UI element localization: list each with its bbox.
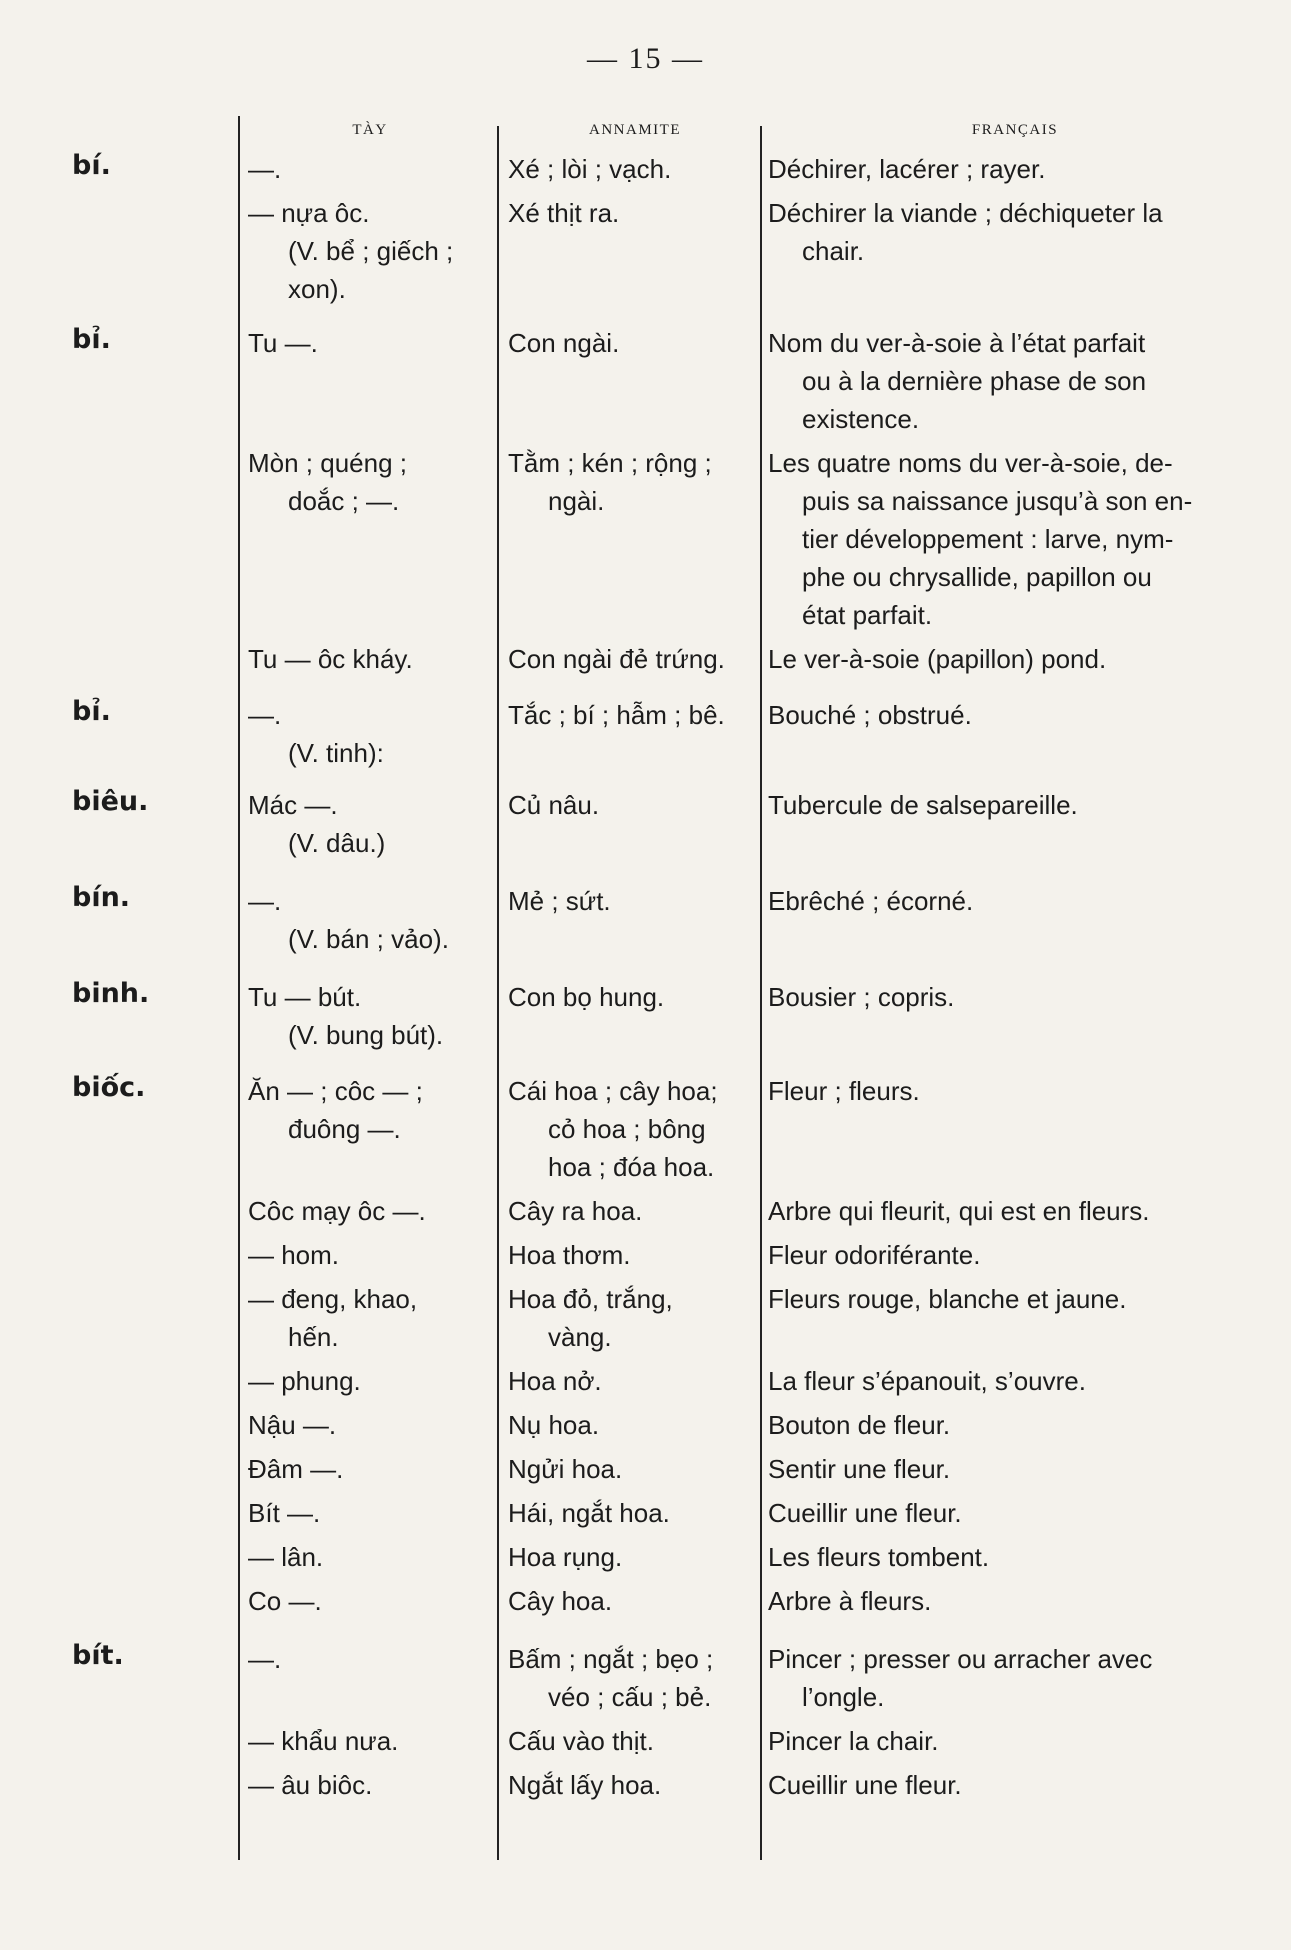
- text-line: Pincer ; presser ou arracher avec: [768, 1644, 1153, 1674]
- text-line: état parfait.: [802, 600, 933, 630]
- text-line: (V. bể ; giếch ;: [288, 236, 454, 266]
- text-line: Co —.: [248, 1586, 322, 1616]
- column-header-tay: TÀY: [352, 122, 388, 138]
- text-line: Củ nâu.: [508, 790, 600, 820]
- francais-cell: [768, 640, 1248, 678]
- tay-cell: [248, 1236, 493, 1274]
- text-line: —.: [248, 886, 282, 916]
- text-line: Bouché ; obstrué.: [768, 700, 972, 730]
- francais-cell: [768, 1362, 1248, 1400]
- annamite-cell: [508, 1722, 756, 1760]
- text-line: Xé thịt ra.: [508, 198, 620, 228]
- text-line: Hoa đỏ, trắng,: [508, 1284, 673, 1314]
- text-line: Arbre qui fleurit, qui est en fleurs.: [768, 1196, 1150, 1226]
- annamite-cell: [508, 1072, 756, 1186]
- text-line: Ebrêché ; écorné.: [768, 886, 974, 916]
- text-line: Tu —.: [248, 328, 318, 358]
- text-line: Mẻ ; sứt.: [508, 886, 611, 916]
- text-line: Tu — bút.: [248, 982, 362, 1012]
- entry-headword: biêu.: [72, 786, 149, 817]
- text-line: —.: [248, 1644, 282, 1674]
- text-line: đuông —.: [288, 1114, 401, 1144]
- annamite-cell: [508, 1582, 756, 1620]
- francais-cell: [768, 882, 1248, 920]
- text-line: Cấu vào thịt.: [508, 1726, 654, 1756]
- francais-cell: [768, 1766, 1248, 1804]
- francais-cell: [768, 1640, 1248, 1716]
- text-line: Nụ hoa.: [508, 1410, 600, 1440]
- text-line: Fleur ; fleurs.: [768, 1076, 920, 1106]
- francais-cell: [768, 324, 1248, 438]
- annamite-cell: [508, 1362, 756, 1400]
- tay-cell: [248, 786, 493, 862]
- text-line: Xé ; lòi ; vạch.: [508, 154, 672, 184]
- francais-cell: [768, 1192, 1248, 1230]
- text-line: Côc mạy ôc —.: [248, 1196, 426, 1226]
- francais-cell: [768, 696, 1248, 734]
- text-line: hoa ; đóa hoa.: [548, 1152, 715, 1182]
- text-line: Bấm ; ngắt ; bẹo ;: [508, 1644, 714, 1674]
- text-line: Cây ra hoa.: [508, 1196, 643, 1226]
- text-line: Mòn ; quéng ;: [248, 448, 407, 478]
- tay-cell: [248, 1280, 493, 1356]
- text-line: Cây hoa.: [508, 1586, 613, 1616]
- tay-cell: [248, 1072, 493, 1148]
- francais-cell: [768, 194, 1248, 270]
- text-line: (V. bán ; vảo).: [288, 924, 449, 954]
- text-line: Nom du ver-à-soie à l’état parfait: [768, 328, 1146, 358]
- text-line: Con ngài đẻ trứng.: [508, 644, 725, 674]
- tay-cell: [248, 1582, 493, 1620]
- text-line: (V. dâu.): [288, 828, 386, 858]
- text-line: — lân.: [248, 1542, 324, 1572]
- francais-cell: [768, 978, 1248, 1016]
- entry-headword: bít.: [72, 1640, 124, 1671]
- annamite-cell: [508, 1450, 756, 1488]
- text-line: doắc ; —.: [288, 486, 400, 516]
- tay-cell: [248, 194, 493, 308]
- text-line: — khẩu nưa.: [248, 1726, 399, 1756]
- text-line: existence.: [802, 404, 920, 434]
- column-divider: [497, 126, 499, 1860]
- text-line: — hom.: [248, 1240, 340, 1270]
- annamite-cell: [508, 194, 756, 232]
- column-divider: [238, 116, 240, 1860]
- text-line: Ngắt lấy hoa.: [508, 1770, 662, 1800]
- text-line: Ngửi hoa.: [508, 1454, 623, 1484]
- annamite-cell: [508, 324, 756, 362]
- text-line: Cueillir une fleur.: [768, 1770, 962, 1800]
- text-line: Bouton de fleur.: [768, 1410, 951, 1440]
- page-number: — 15 —: [587, 42, 704, 75]
- text-line: ngài.: [548, 486, 605, 516]
- text-line: (V. tinh):: [288, 738, 384, 768]
- text-line: — phung.: [248, 1366, 361, 1396]
- text-line: l’ongle.: [802, 1682, 885, 1712]
- text-line: chair.: [802, 236, 865, 266]
- text-line: Con ngài.: [508, 328, 620, 358]
- text-line: — đeng, khao,: [248, 1284, 418, 1314]
- tay-cell: [248, 1722, 493, 1760]
- annamite-cell: [508, 1640, 756, 1716]
- annamite-cell: [508, 1494, 756, 1532]
- tay-cell: [248, 444, 493, 520]
- text-line: —.: [248, 700, 282, 730]
- francais-cell: [768, 786, 1248, 824]
- text-line: Tắc ; bí ; hẫm ; bê.: [508, 700, 725, 730]
- text-line: Cái hoa ; cây hoa;: [508, 1076, 718, 1106]
- text-line: vàng.: [548, 1322, 612, 1352]
- text-line: puis sa naissance jusqu’à son en-: [802, 486, 1193, 516]
- annamite-cell: [508, 882, 756, 920]
- francais-cell: [768, 150, 1248, 188]
- tay-cell: [248, 324, 493, 362]
- francais-cell: [768, 1280, 1248, 1318]
- text-line: Pincer la chair.: [768, 1726, 939, 1756]
- tay-cell: [248, 1406, 493, 1444]
- text-line: xon).: [288, 274, 346, 304]
- text-line: La fleur s’épanouit, s’ouvre.: [768, 1366, 1086, 1396]
- text-line: (V. bung bút).: [288, 1020, 444, 1050]
- annamite-cell: [508, 640, 756, 678]
- column-header-annamite: ANNAMITE: [589, 122, 681, 138]
- text-line: Bousier ; copris.: [768, 982, 955, 1012]
- annamite-cell: [508, 1406, 756, 1444]
- annamite-cell: [508, 1236, 756, 1274]
- tay-cell: [248, 1538, 493, 1576]
- text-line: Arbre à fleurs.: [768, 1586, 932, 1616]
- text-line: ou à la dernière phase de son: [802, 366, 1147, 396]
- text-line: Les fleurs tombent.: [768, 1542, 990, 1572]
- text-line: — nựa ôc.: [248, 198, 370, 228]
- annamite-cell: [508, 696, 756, 734]
- text-line: Đâm —.: [248, 1454, 344, 1484]
- tay-cell: [248, 1450, 493, 1488]
- text-line: véo ; cấu ; bẻ.: [548, 1682, 712, 1712]
- tay-cell: [248, 696, 493, 772]
- text-line: Les quatre noms du ver-à-soie, de-: [768, 448, 1173, 478]
- text-line: Tằm ; kén ; rộng ;: [508, 448, 712, 478]
- text-line: — âu biôc.: [248, 1770, 373, 1800]
- annamite-cell: [508, 1192, 756, 1230]
- annamite-cell: [508, 1280, 756, 1356]
- francais-cell: [768, 1450, 1248, 1488]
- entry-headword: biốc.: [72, 1072, 146, 1103]
- francais-cell: [768, 1538, 1248, 1576]
- entry-headword: bí.: [72, 150, 111, 181]
- text-line: Déchirer, lacérer ; rayer.: [768, 154, 1046, 184]
- annamite-cell: [508, 1538, 756, 1576]
- text-line: Sentir une fleur.: [768, 1454, 951, 1484]
- text-line: Nậu —.: [248, 1410, 337, 1440]
- entry-headword: binh.: [72, 978, 150, 1009]
- francais-cell: [768, 444, 1248, 634]
- text-line: tier développement : larve, nym-: [802, 524, 1174, 554]
- annamite-cell: [508, 786, 756, 824]
- tay-cell: [248, 882, 493, 958]
- tay-cell: [248, 150, 493, 188]
- tay-cell: [248, 1494, 493, 1532]
- text-line: Bít —.: [248, 1498, 321, 1528]
- column-divider: [760, 126, 762, 1860]
- text-line: phe ou chrysallide, papillon ou: [802, 562, 1152, 592]
- annamite-cell: [508, 1766, 756, 1804]
- text-line: Hoa nở.: [508, 1366, 602, 1396]
- entry-headword: bỉ.: [72, 696, 111, 727]
- entry-headword: bín.: [72, 882, 131, 913]
- text-line: Fleurs rouge, blanche et jaune.: [768, 1284, 1127, 1314]
- francais-cell: [768, 1494, 1248, 1532]
- text-line: Tubercule de salsepareille.: [768, 790, 1078, 820]
- tay-cell: [248, 640, 493, 678]
- tay-cell: [248, 1766, 493, 1804]
- column-header-francais: FRANÇAIS: [971, 122, 1059, 138]
- francais-cell: [768, 1236, 1248, 1274]
- text-line: cỏ hoa ; bông: [548, 1114, 706, 1144]
- tay-cell: [248, 1362, 493, 1400]
- tay-cell: [248, 1192, 493, 1230]
- francais-cell: [768, 1406, 1248, 1444]
- francais-cell: [768, 1722, 1248, 1760]
- text-line: —.: [248, 154, 282, 184]
- text-line: Hái, ngắt hoa.: [508, 1498, 670, 1528]
- text-line: Hoa thơm.: [508, 1240, 631, 1270]
- entry-headword: bỉ.: [72, 324, 111, 355]
- text-line: Déchirer la viande ; déchiqueter la: [768, 198, 1163, 228]
- text-line: Fleur odoriférante.: [768, 1240, 981, 1270]
- text-line: Ăn — ; côc — ;: [248, 1076, 423, 1106]
- francais-cell: [768, 1072, 1248, 1110]
- text-line: hến.: [288, 1322, 339, 1352]
- text-line: Cueillir une fleur.: [768, 1498, 962, 1528]
- annamite-cell: [508, 150, 756, 188]
- francais-cell: [768, 1582, 1248, 1620]
- annamite-cell: [508, 444, 756, 520]
- tay-cell: [248, 1640, 493, 1678]
- text-line: Mác —.: [248, 790, 338, 820]
- text-line: Tu — ôc kháy.: [248, 644, 413, 674]
- tay-cell: [248, 978, 493, 1054]
- annamite-cell: [508, 978, 756, 1016]
- text-line: Hoa rụng.: [508, 1542, 623, 1572]
- text-line: Le ver-à-soie (papillon) pond.: [768, 644, 1107, 674]
- text-line: Con bọ hung.: [508, 982, 665, 1012]
